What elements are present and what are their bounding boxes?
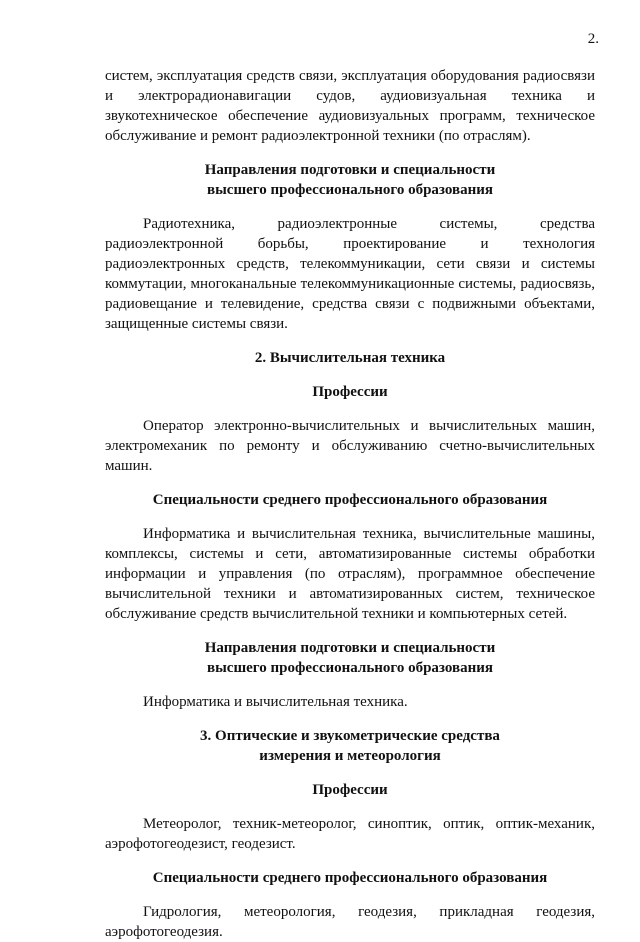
section-heading-optical-meteorology: [105, 726, 595, 766]
heading-higher-education-directions: [105, 160, 595, 200]
section-heading-computing: 2. Вычислительная техника: [254, 350, 446, 366]
heading-line: Направления подготовки и специальности: [204, 162, 496, 178]
heading-higher-education-directions-2: [105, 638, 595, 678]
paragraph-radio-specialties: Радиотехника, радиоэлектронные системы, средства радиоэлектронной борьбы, проектирование и технология радиоэлектронных средств, телекоммуникации, сети связи и системы коммутации, многоканальные телекоммуникационные системы, радиосвязь, радиовещание и телевидение, средства связи с подвижными объектами, защищенные системы связи.: [105, 216, 595, 332]
paragraph-computing-higher: Информатика и вычислительная техника.: [143, 694, 408, 710]
heading-line: высшего профессионального образования: [206, 660, 493, 676]
paragraph-continuation: систем, эксплуатация средств связи, эксплуатация оборудования радиосвязи и электрорадионавигации судов, аудиовизуальная техника и звукотехническое обеспечение аудиовизуальных программ, техническое обслуживание и ремонт радиоэлектронной техники (по отраслям).: [105, 68, 595, 144]
subheading-professions: Профессии: [312, 384, 388, 400]
heading-line: высшего профессионального образования: [206, 182, 493, 198]
heading-line: измерения и метеорология: [259, 748, 441, 764]
paragraph-meteorology-professions: Метеоролог, техник-метеоролог, синоптик, оптик, оптик-механик, аэрофотогеодезист, геодезист.: [105, 816, 595, 852]
page-number: 2.: [587, 31, 599, 47]
heading-line: 3. Оптические и звукометрические средства: [200, 728, 500, 744]
subheading-secondary-education: Специальности среднего профессионального образования: [152, 492, 548, 508]
heading-line: Направления подготовки и специальности: [204, 640, 496, 656]
document-body: [105, 66, 595, 942]
paragraph-computing-professions: Оператор электронно-вычислительных и вычислительных машин, электромеханик по ремонту и обслуживанию счетно-вычислительных машин.: [105, 418, 595, 474]
subheading-professions-2: Профессии: [312, 782, 388, 798]
paragraph-computing-secondary: Информатика и вычислительная техника, вычислительные машины, комплексы, системы и сети, автоматизированные системы обработки информации и управления (по отраслям), программное обеспечение вычислительной техники и автоматизированных систем, техническое обслуживание средств вычислительной техники и компьютерных сетей.: [105, 526, 595, 622]
paragraph-meteorology-secondary: Гидрология, метеорология, геодезия, прикладная геодезия, аэрофотогеодезия.: [105, 904, 595, 940]
subheading-secondary-education-2: Специальности среднего профессионального образования: [152, 870, 548, 886]
